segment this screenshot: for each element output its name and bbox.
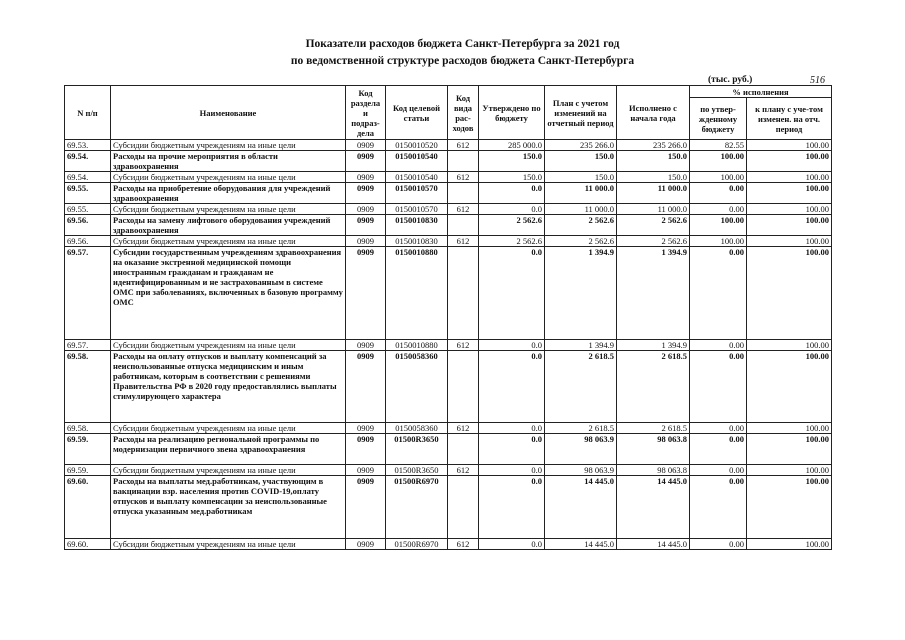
row-name: Субсидии государственным учреждениям здравоохранения на оказание экстренной медицинской помощи иностранным гражданам и гражданам не идентифицированным и не застрахованным в системе ОМС при заболеваниях, включенных в базовую программу ОМС [111, 247, 346, 340]
row-plan: 98 063.9 [545, 465, 617, 476]
row-kind-code: 612 [448, 423, 479, 434]
row-num: 69.58. [65, 423, 111, 434]
row-kind-code: 612 [448, 204, 479, 215]
row-target-code: 01500R3650 [386, 465, 448, 476]
row-pct-approved: 0.00 [690, 340, 747, 351]
row-name: Субсидии бюджетным учреждениям на иные цели [111, 204, 346, 215]
row-pct-plan: 100.00 [747, 476, 832, 539]
row-pct-plan: 100.00 [747, 351, 832, 423]
row-executed: 14 445.0 [617, 476, 690, 539]
row-target-code: 01500R3650 [386, 434, 448, 465]
row-name: Субсидии бюджетным учреждениям на иные цели [111, 340, 346, 351]
row-approved: 0.0 [479, 204, 545, 215]
row-section-code: 0909 [346, 204, 386, 215]
row-kind-code: 612 [448, 140, 479, 151]
row-target-code: 0150058360 [386, 423, 448, 434]
row-num: 69.57. [65, 247, 111, 340]
row-num: 69.60. [65, 476, 111, 539]
row-num: 69.54. [65, 172, 111, 183]
table-row [65, 204, 832, 215]
row-kind-code: 612 [448, 236, 479, 247]
row-plan: 98 063.9 [545, 434, 617, 465]
row-pct-plan: 100.00 [747, 465, 832, 476]
row-name: Субсидии бюджетным учреждениям на иные цели [111, 539, 346, 550]
row-executed: 1 394.9 [617, 340, 690, 351]
row-target-code: 0150058360 [386, 351, 448, 423]
table-row [65, 351, 832, 423]
row-target-code: 01500R6970 [386, 476, 448, 539]
row-name: Субсидии бюджетным учреждениям на иные цели [111, 236, 346, 247]
row-num: 69.55. [65, 183, 111, 204]
row-approved: 285 000.0 [479, 140, 545, 151]
row-pct-approved: 100.00 [690, 172, 747, 183]
row-approved: 0.0 [479, 539, 545, 550]
row-section-code: 0909 [346, 476, 386, 539]
row-plan: 1 394.9 [545, 340, 617, 351]
col-header-pct-group: % исполнения [690, 86, 832, 98]
table-row [65, 434, 832, 465]
table-row [65, 140, 832, 151]
row-approved: 0.0 [479, 465, 545, 476]
row-executed: 11 000.0 [617, 204, 690, 215]
col-header-approved: Утверждено по бюджету [479, 86, 545, 140]
row-kind-code [448, 215, 479, 236]
row-pct-approved: 100.00 [690, 236, 747, 247]
row-approved: 0.0 [479, 351, 545, 423]
table-row [65, 539, 832, 550]
row-section-code: 0909 [346, 172, 386, 183]
row-executed: 2 618.5 [617, 423, 690, 434]
row-num: 69.56. [65, 236, 111, 247]
row-approved: 0.0 [479, 340, 545, 351]
row-plan: 11 000.0 [545, 183, 617, 204]
row-target-code: 0150010540 [386, 151, 448, 172]
row-pct-approved: 0.00 [690, 247, 747, 340]
table-row [65, 215, 832, 236]
row-section-code: 0909 [346, 351, 386, 423]
row-name: Расходы на прочие мероприятия в области здравоохранения [111, 151, 346, 172]
col-header-kind: Код вида рас-ходов [448, 86, 479, 140]
row-executed: 150.0 [617, 172, 690, 183]
row-target-code: 0150010570 [386, 183, 448, 204]
row-name: Расходы на выплаты мед.работникам, участвующим в вакцинации взр. населения против COVID-19,оплату отпусков и выплату компенсации за неиспользованные отпуска указанным мед.работникам [111, 476, 346, 539]
row-kind-code: 612 [448, 539, 479, 550]
row-plan: 2 562.6 [545, 236, 617, 247]
row-target-code: 0150010540 [386, 172, 448, 183]
row-kind-code [448, 247, 479, 340]
row-pct-approved: 82.55 [690, 140, 747, 151]
row-executed: 235 266.0 [617, 140, 690, 151]
row-name: Расходы на реализацию региональной программы по модернизации первичного звена здравоохранения [111, 434, 346, 465]
row-pct-plan: 100.00 [747, 247, 832, 340]
row-num: 69.54. [65, 151, 111, 172]
row-pct-approved: 0.00 [690, 434, 747, 465]
units-label: (тыс. руб.) [708, 75, 753, 85]
col-header-target: Код целевой статьи [386, 86, 448, 140]
row-section-code: 0909 [346, 236, 386, 247]
row-plan: 235 266.0 [545, 140, 617, 151]
row-approved: 2 562.6 [479, 236, 545, 247]
row-executed: 14 445.0 [617, 539, 690, 550]
row-target-code: 01500R6970 [386, 539, 448, 550]
row-num: 69.58. [65, 351, 111, 423]
row-num: 69.55. [65, 204, 111, 215]
page-number: 516 [810, 75, 825, 86]
row-kind-code [448, 151, 479, 172]
row-pct-plan: 100.00 [747, 434, 832, 465]
row-approved: 0.0 [479, 434, 545, 465]
col-header-pct-approved: по утвер-жденному бюджету [690, 98, 747, 140]
row-approved: 150.0 [479, 151, 545, 172]
row-pct-approved: 0.00 [690, 351, 747, 423]
row-section-code: 0909 [346, 215, 386, 236]
col-header-pct-plan: к плану с уче-том изменен. на отч. период [747, 98, 832, 140]
row-kind-code [448, 183, 479, 204]
row-pct-approved: 0.00 [690, 423, 747, 434]
row-pct-plan: 100.00 [747, 539, 832, 550]
row-approved: 2 562.6 [479, 215, 545, 236]
table-row [65, 340, 832, 351]
row-pct-plan: 100.00 [747, 140, 832, 151]
col-header-name: Наименование [111, 86, 346, 140]
row-section-code: 0909 [346, 434, 386, 465]
row-approved: 0.0 [479, 183, 545, 204]
row-target-code: 0150010570 [386, 204, 448, 215]
row-plan: 1 394.9 [545, 247, 617, 340]
table-row [65, 183, 832, 204]
row-pct-approved: 0.00 [690, 465, 747, 476]
report-title-line1: Показатели расходов бюджета Санкт-Петербурга за 2021 год [305, 38, 620, 50]
row-pct-plan: 100.00 [747, 204, 832, 215]
row-num: 69.60. [65, 539, 111, 550]
row-executed: 2 562.6 [617, 236, 690, 247]
row-plan: 14 445.0 [545, 476, 617, 539]
row-pct-plan: 100.00 [747, 151, 832, 172]
row-pct-plan: 100.00 [747, 183, 832, 204]
row-section-code: 0909 [346, 247, 386, 340]
row-approved: 150.0 [479, 172, 545, 183]
row-kind-code [448, 434, 479, 465]
row-approved: 0.0 [479, 247, 545, 340]
col-header-num: N п/п [65, 86, 111, 140]
row-pct-plan: 100.00 [747, 215, 832, 236]
row-target-code: 0150010880 [386, 340, 448, 351]
row-pct-approved: 0.00 [690, 476, 747, 539]
row-num: 69.53. [65, 140, 111, 151]
row-name: Расходы на замену лифтового оборудования учреждений здравоохранения [111, 215, 346, 236]
row-target-code: 0150010830 [386, 236, 448, 247]
row-plan: 14 445.0 [545, 539, 617, 550]
row-plan: 2 618.5 [545, 351, 617, 423]
table-row [65, 172, 832, 183]
row-pct-plan: 100.00 [747, 172, 832, 183]
row-executed: 98 063.8 [617, 465, 690, 476]
row-kind-code: 612 [448, 172, 479, 183]
row-section-code: 0909 [346, 140, 386, 151]
row-kind-code: 612 [448, 465, 479, 476]
table-row [65, 476, 832, 539]
row-num: 69.59. [65, 434, 111, 465]
row-section-code: 0909 [346, 340, 386, 351]
row-plan: 2 562.6 [545, 215, 617, 236]
row-num: 69.57. [65, 340, 111, 351]
row-executed: 2 618.5 [617, 351, 690, 423]
row-executed: 11 000.0 [617, 183, 690, 204]
col-header-executed: Исполнено с начала года [617, 86, 690, 140]
row-section-code: 0909 [346, 423, 386, 434]
row-pct-approved: 100.00 [690, 151, 747, 172]
row-target-code: 0150010880 [386, 247, 448, 340]
row-name: Субсидии бюджетным учреждениям на иные цели [111, 140, 346, 151]
row-approved: 0.0 [479, 423, 545, 434]
row-pct-approved: 100.00 [690, 215, 747, 236]
row-num: 69.59. [65, 465, 111, 476]
row-pct-plan: 100.00 [747, 423, 832, 434]
table-row [65, 151, 832, 172]
row-target-code: 0150010830 [386, 215, 448, 236]
row-name: Субсидии бюджетным учреждениям на иные цели [111, 465, 346, 476]
row-executed: 2 562.6 [617, 215, 690, 236]
row-section-code: 0909 [346, 539, 386, 550]
row-name: Субсидии бюджетным учреждениям на иные цели [111, 172, 346, 183]
row-pct-approved: 0.00 [690, 539, 747, 550]
table-row [65, 423, 832, 434]
row-executed: 98 063.8 [617, 434, 690, 465]
row-name: Субсидии бюджетным учреждениям на иные цели [111, 423, 346, 434]
row-plan: 2 618.5 [545, 423, 617, 434]
table-row [65, 465, 832, 476]
row-target-code: 0150010520 [386, 140, 448, 151]
row-plan: 11 000.0 [545, 204, 617, 215]
row-pct-approved: 0.00 [690, 204, 747, 215]
row-section-code: 0909 [346, 183, 386, 204]
row-kind-code [448, 351, 479, 423]
table-row [65, 247, 832, 340]
col-header-plan: План с учетом изменений на отчетный период [545, 86, 617, 140]
budget-table [64, 85, 832, 550]
row-kind-code [448, 476, 479, 539]
col-header-section: Код раздела и подраз-дела [346, 86, 386, 140]
row-section-code: 0909 [346, 465, 386, 476]
row-plan: 150.0 [545, 172, 617, 183]
row-name: Расходы на приобретение оборудования для учреждений здравоохранения [111, 183, 346, 204]
row-plan: 150.0 [545, 151, 617, 172]
row-section-code: 0909 [346, 151, 386, 172]
report-title-line2: по ведомственной структуре расходов бюджета Санкт-Петербурга [290, 55, 635, 67]
row-executed: 150.0 [617, 151, 690, 172]
row-executed: 1 394.9 [617, 247, 690, 340]
row-pct-approved: 0.00 [690, 183, 747, 204]
row-name: Расходы на оплату отпусков и выплату компенсаций за неиспользованные отпуска медицинским и иным работникам, которым в соответствии с решениями Правительства РФ в 2020 году предоставлялись выплаты стимулирующего характера [111, 351, 346, 423]
table-row [65, 236, 832, 247]
row-kind-code: 612 [448, 340, 479, 351]
row-pct-plan: 100.00 [747, 236, 832, 247]
row-pct-plan: 100.00 [747, 340, 832, 351]
row-approved: 0.0 [479, 476, 545, 539]
row-num: 69.56. [65, 215, 111, 236]
